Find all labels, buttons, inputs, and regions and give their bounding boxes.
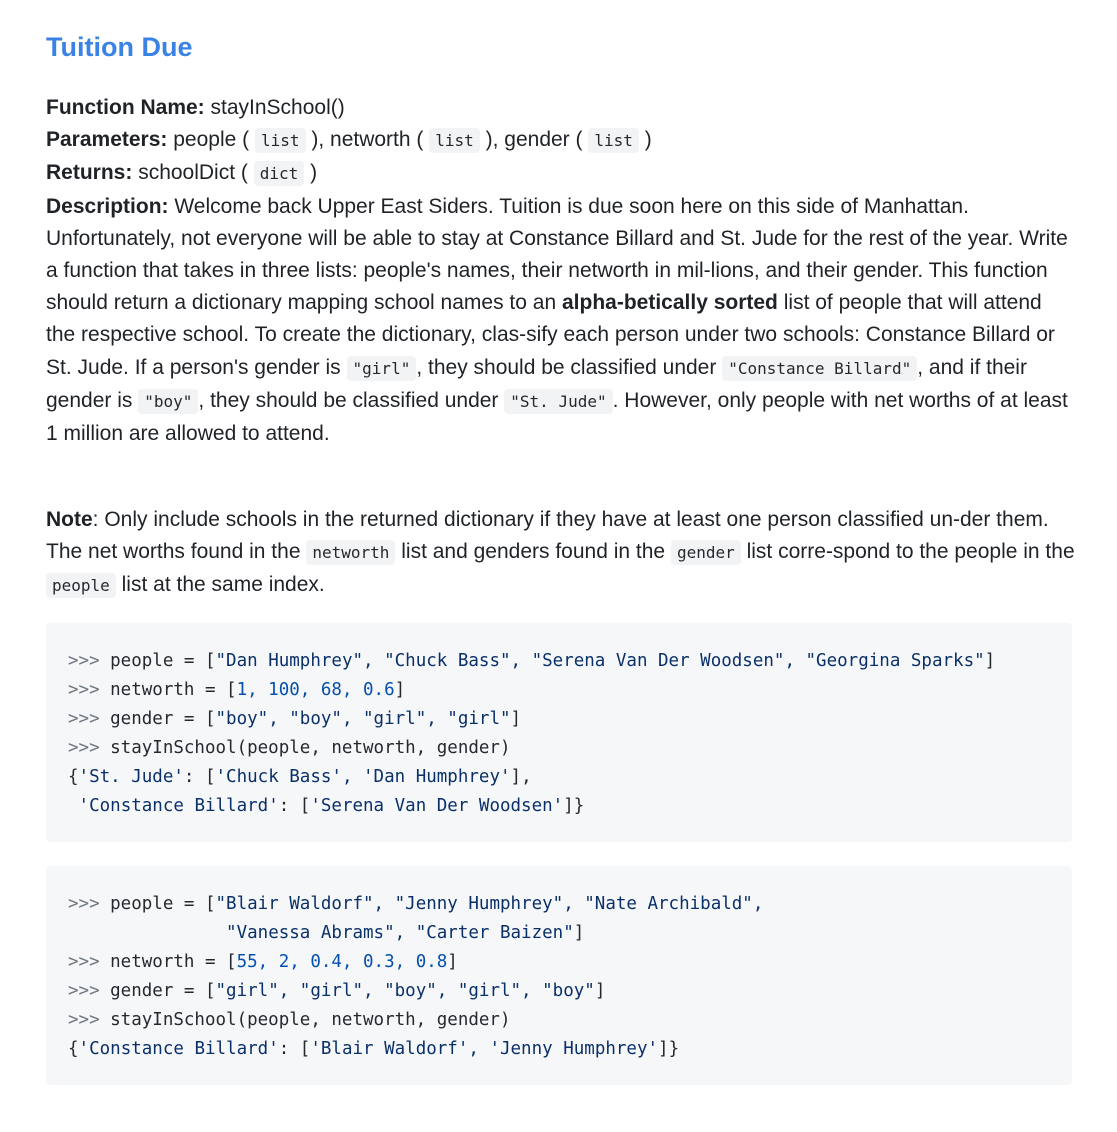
inline-code: "St. Jude" <box>504 389 612 414</box>
code-indent <box>68 923 226 943</box>
code-block <box>68 647 995 821</box>
inline-code: "boy" <box>138 389 198 414</box>
code-text: ] <box>510 709 522 729</box>
description-bold: alpha-betically sorted <box>561 291 778 315</box>
prompt: >>> <box>68 738 100 758</box>
param-type-code: list <box>255 128 306 153</box>
code-string: 'Constance Billard' <box>78 796 279 816</box>
code-example-1 <box>46 623 1072 842</box>
code-string: "girl", "girl", "boy", "girl", "boy" <box>215 981 595 1001</box>
description-paragraph <box>46 191 1076 451</box>
code-text: ] <box>984 651 996 671</box>
returns-label: Returns: <box>46 161 133 185</box>
function-name-value: stayInSchool() <box>210 96 345 119</box>
returns-text: schoolDict ( <box>138 161 248 185</box>
param-text: people ( <box>173 128 250 152</box>
prompt: >>> <box>68 1010 100 1030</box>
returns-line <box>46 157 1076 190</box>
code-text: { <box>68 1039 79 1059</box>
code-text: : [ <box>183 767 216 787</box>
description-text: , and if their gender is <box>46 355 1027 412</box>
param-text: ), gender ( <box>485 128 583 152</box>
param-text: ) <box>644 128 652 152</box>
inline-code: gender <box>671 540 741 565</box>
code-text: networth = [ <box>99 680 237 700</box>
code-text: ]} <box>563 796 585 816</box>
code-text: stayInSchool(people, networth, gender) <box>99 738 511 758</box>
description-text: list of people that will attend the respective school. To create the dictionary, clas-sify each person under two schools: Constance Billard or St. Jude. If a person's gender is <box>46 291 1055 379</box>
note-paragraph <box>46 504 1076 603</box>
description-label: Description: <box>46 194 169 218</box>
inline-code: "Constance Billard" <box>722 356 917 381</box>
code-string: 'Blair Waldorf', 'Jenny Humphrey' <box>310 1039 659 1059</box>
code-string: "Blair Waldorf", "Jenny Humphrey", "Nate Archibald", <box>215 894 764 914</box>
prompt: >>> <box>68 952 100 972</box>
code-string: "boy", "boy", "girl", "girl" <box>215 709 511 729</box>
code-text: ], <box>510 767 532 787</box>
description-text: , they should be classified under <box>198 388 499 412</box>
code-string: 'Chuck Bass', 'Dan Humphrey' <box>215 767 511 787</box>
code-text: gender = [ <box>99 709 216 729</box>
code-text: ] <box>573 923 585 943</box>
param-text: ), networth ( <box>311 128 424 152</box>
code-text: ]} <box>658 1039 680 1059</box>
function-info <box>46 92 1076 450</box>
description-text: . However, only people with net worths of at least 1 million are allowed to attend. <box>46 388 1068 446</box>
code-text <box>68 796 79 816</box>
parameters-label: Parameters: <box>46 128 168 152</box>
parameters-line <box>46 124 1076 157</box>
note-text: list corre-spond to the people in the <box>746 540 1075 564</box>
code-number: 1, 100, 68, 0.6 <box>236 680 395 700</box>
prompt: >>> <box>68 680 100 700</box>
description-text: , they should be classified under <box>416 355 717 379</box>
code-text: ] <box>447 952 458 972</box>
function-name-line <box>46 92 1076 124</box>
code-text: gender = [ <box>99 981 216 1001</box>
code-text: stayInSchool(people, networth, gender) <box>99 1010 511 1030</box>
inline-code: networth <box>306 540 395 565</box>
code-number: 55, 2, 0.4, 0.3, 0.8 <box>236 952 448 972</box>
param-type-code: list <box>429 128 480 153</box>
code-string: 'Constance Billard' <box>78 1039 279 1059</box>
code-string: "Vanessa Abrams", "Carter Baizen" <box>226 923 574 943</box>
function-name-label: Function Name: <box>46 96 205 119</box>
inline-code: "girl" <box>347 356 417 381</box>
prompt: >>> <box>68 894 100 914</box>
prompt: >>> <box>68 981 100 1001</box>
returns-type-code: dict <box>254 161 305 186</box>
code-string: 'Serena Van Der Woodsen' <box>310 796 564 816</box>
code-text: people = [ <box>99 651 216 671</box>
inline-code: people <box>46 573 116 598</box>
returns-text: ) <box>310 161 318 185</box>
prompt: >>> <box>68 709 100 729</box>
code-text: : [ <box>278 796 311 816</box>
code-text: people = [ <box>99 894 216 914</box>
code-text: ] <box>594 981 606 1001</box>
code-text: { <box>68 767 79 787</box>
code-text: ] <box>394 680 406 700</box>
code-example-2 <box>46 866 1072 1085</box>
prompt: >>> <box>68 651 100 671</box>
code-string: 'St. Jude' <box>78 767 184 787</box>
note-text: : Only include schools in the returned dictionary if they have at least one person classified un-der them. The net worths found in the <box>46 508 1049 564</box>
note-text: list at the same index. <box>121 573 325 597</box>
note-text: list and genders found in the <box>401 540 666 564</box>
code-text: networth = [ <box>99 952 237 972</box>
page-title: Tuition Due <box>46 32 193 62</box>
description-text: Welcome back Upper East Siders. Tuition is due soon here on this side of Manhattan. Unfortunately, not everyone will be able to stay at Constance Billard and St. Jude for the rest of the year. Write a function that takes in three lists: people's names, their networth in mil-lions, and their gender. This function should return a dictionary mapping school names to an <box>46 194 1068 315</box>
code-string: "Dan Humphrey", "Chuck Bass", "Serena Van Der Woodsen", "Georgina Sparks" <box>215 651 985 671</box>
note-label: Note <box>46 508 93 531</box>
code-block <box>68 890 763 1064</box>
code-text: : [ <box>278 1039 311 1059</box>
param-type-code: list <box>588 128 639 153</box>
